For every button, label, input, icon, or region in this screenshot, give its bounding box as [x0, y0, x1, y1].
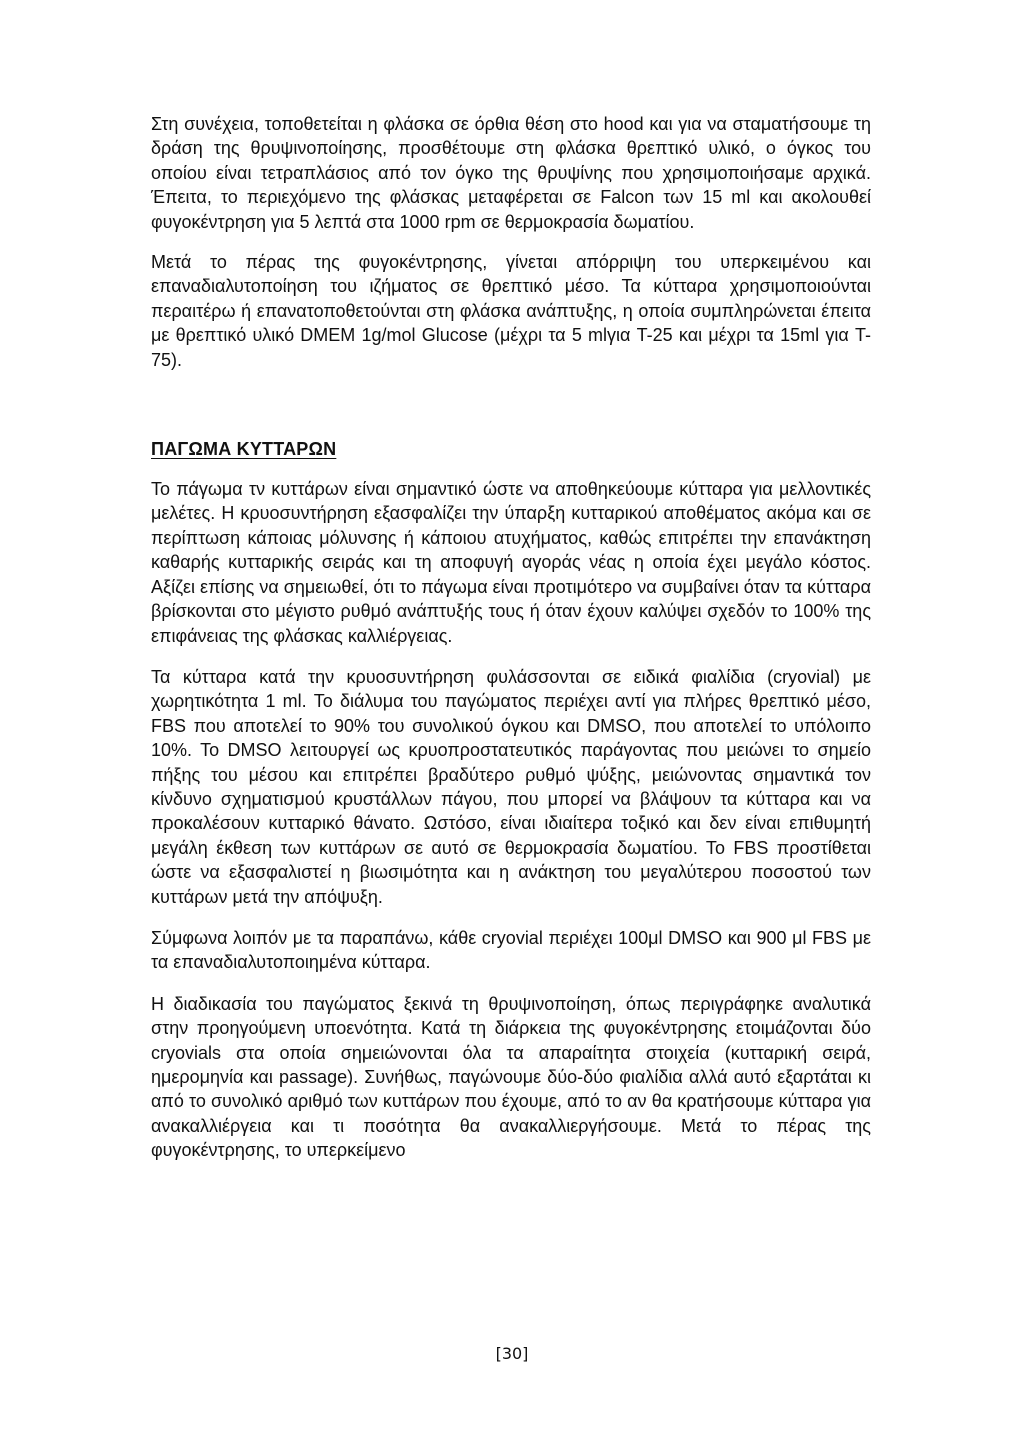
paragraph-centrifugation: Μετά το πέρας της φυγοκέντρησης, γίνεται απόρριψη του υπερκειμένου και επαναδιαλυτοποίηση του ιζήματος σε θρεπτικό μέσο. Τα κύτταρα χρησιμοποιούνται περαιτέρω ή επανατοποθετούνται στη φλάσκα ανάπτυξης, η οποία συμπληρώνεται έπειτα με θρεπτικό υλικό DMEM 1g/mol Glucose (μέχρι τα 5 mlγια T-25 και μέχρι τα 15ml για T-75). — [151, 252, 871, 370]
page-number: [30] — [495, 1344, 529, 1363]
paragraph-resuspension: Στη συνέχεια, τοποθετείται η φλάσκα σε όρθια θέση στο hood και για να σταματήσουμε τη δράση της θρυψινοποίησης, προσθέτουμε στη φλάσκα θρεπτικό υλικό, ο όγκος του οποίου είναι τετραπλάσιος από τον όγκο της θρυψίνης που χρησιμοποιήσαμε αρχικά. Έπειτα, το περιεχόμενο της φλάσκας μεταφέρεται σε Falcon των 15 ml και ακολουθεί φυγοκέντρηση για 5 λεπτά στα 1000 rpm σε θερμοκρασία δωματίου. — [151, 114, 871, 232]
section-heading-cell-freezing: ΠΑΓΩΜΑ ΚΥΤΤΑΡΩΝ — [151, 439, 337, 460]
document-body — [151, 112, 871, 1163]
paragraph-freezing-importance: Το πάγωμα τν κυττάρων είναι σημαντικό ώστε να αποθηκεύουμε κύτταρα για μελλοντικές μελέτες. Η κρυοσυντήρηση εξασφαλίζει την ύπαρξη κυτταρικού αποθέματος ακόμα και σε περίπτωση κάποιας μόλυνσης ή κάποιου ατυχήματος, καθώς επιτρέπει την επανάκτηση καθαρής κυτταρικής σειράς και τη αποφυγή αγοράς νέας η οποία έχει μεγάλο κόστος. Αξίζει επίσης να σημειωθεί, ότι το πάγωμα είναι προτιμότερο να συμβαίνει όταν τα κύτταρα βρίσκονται στο μέγιστο ρυθμό ανάπτυξής τους ή όταν έχουν καλύψει σχεδόν το 100% της επιφάνειας της φλάσκας καλλιέργειας. — [151, 479, 871, 646]
paragraph-freezing-procedure: Η διαδικασία του παγώματος ξεκινά τη θρυψινοποίηση, όπως περιγράφηκε αναλυτικά στην προηγούμενη υποενότητα. Κατά τη διάρκεια της φυγοκέντρησης ετοιμάζονται δύο cryovials στα οποία σημειώνονται όλα τα απαραίτητα στοιχεία (κυτταρική σειρά, ημερομηνία και passage). Συνήθως, παγώνουμε δύο-δύο φιαλίδια αλλά αυτό εξαρτάται κι από το συνολικό αριθμό των κυττάρων που έχουμε, από το αν θα κρατήσουμε κύτταρα για ανακαλλιέργεια και τι ποσότητα θα ανακαλλιεργήσουμε. Μετά το πέρας της φυγοκέντρησης, το υπερκείμενο — [151, 993, 871, 1161]
paragraph-cryovial-contents: Σύμφωνα λοιπόν με τα παραπάνω, κάθε cryovial περιέχει 100μl DMSO και 900 μl FBS με τα επαναδιαλυτοποιημένα κύτταρα. — [151, 927, 871, 973]
paragraph-cryovial-solution: Τα κύτταρα κατά την κρυοσυντήρηση φυλάσσονται σε ειδικά φιαλίδια (cryovial) με χωρητικότητα 1 ml. Το διάλυμα του παγώματος περιέχει αντί για πλήρες θρεπτικό μέσο, FBS που αποτελεί το 90% του συνολικού όγκου και DMSO, που αποτελεί το υπόλοιπο 10%. Το DMSO λειτουργεί ως κρυοπροστατευτικός παράγοντας που μειώνει το σημείο πήξης του μέσου και επιτρέπει βραδύτερο ρυθμό ψύξης, μειώνοντας σημαντικά τον κίνδυνο σχηματισμού κρυστάλλων πάγου, που μπορεί να βλάψουν τα κύτταρα και να προκαλέσουν κυτταρικό θάνατο. Ωστόσο, είναι ιδιαίτερα τοξικό και δεν είναι επιθυμητή μεγάλη έκθεση των κυττάρων σε αυτό σε θερμοκρασία δωματίου. Το FBS προστίθεται ώστε να εξασφαλιστεί η βιωσιμότητα και η ανάκτηση του μεγαλύτερου ποσοστού των κυττάρων μετά την απόψυξη. — [151, 666, 871, 907]
